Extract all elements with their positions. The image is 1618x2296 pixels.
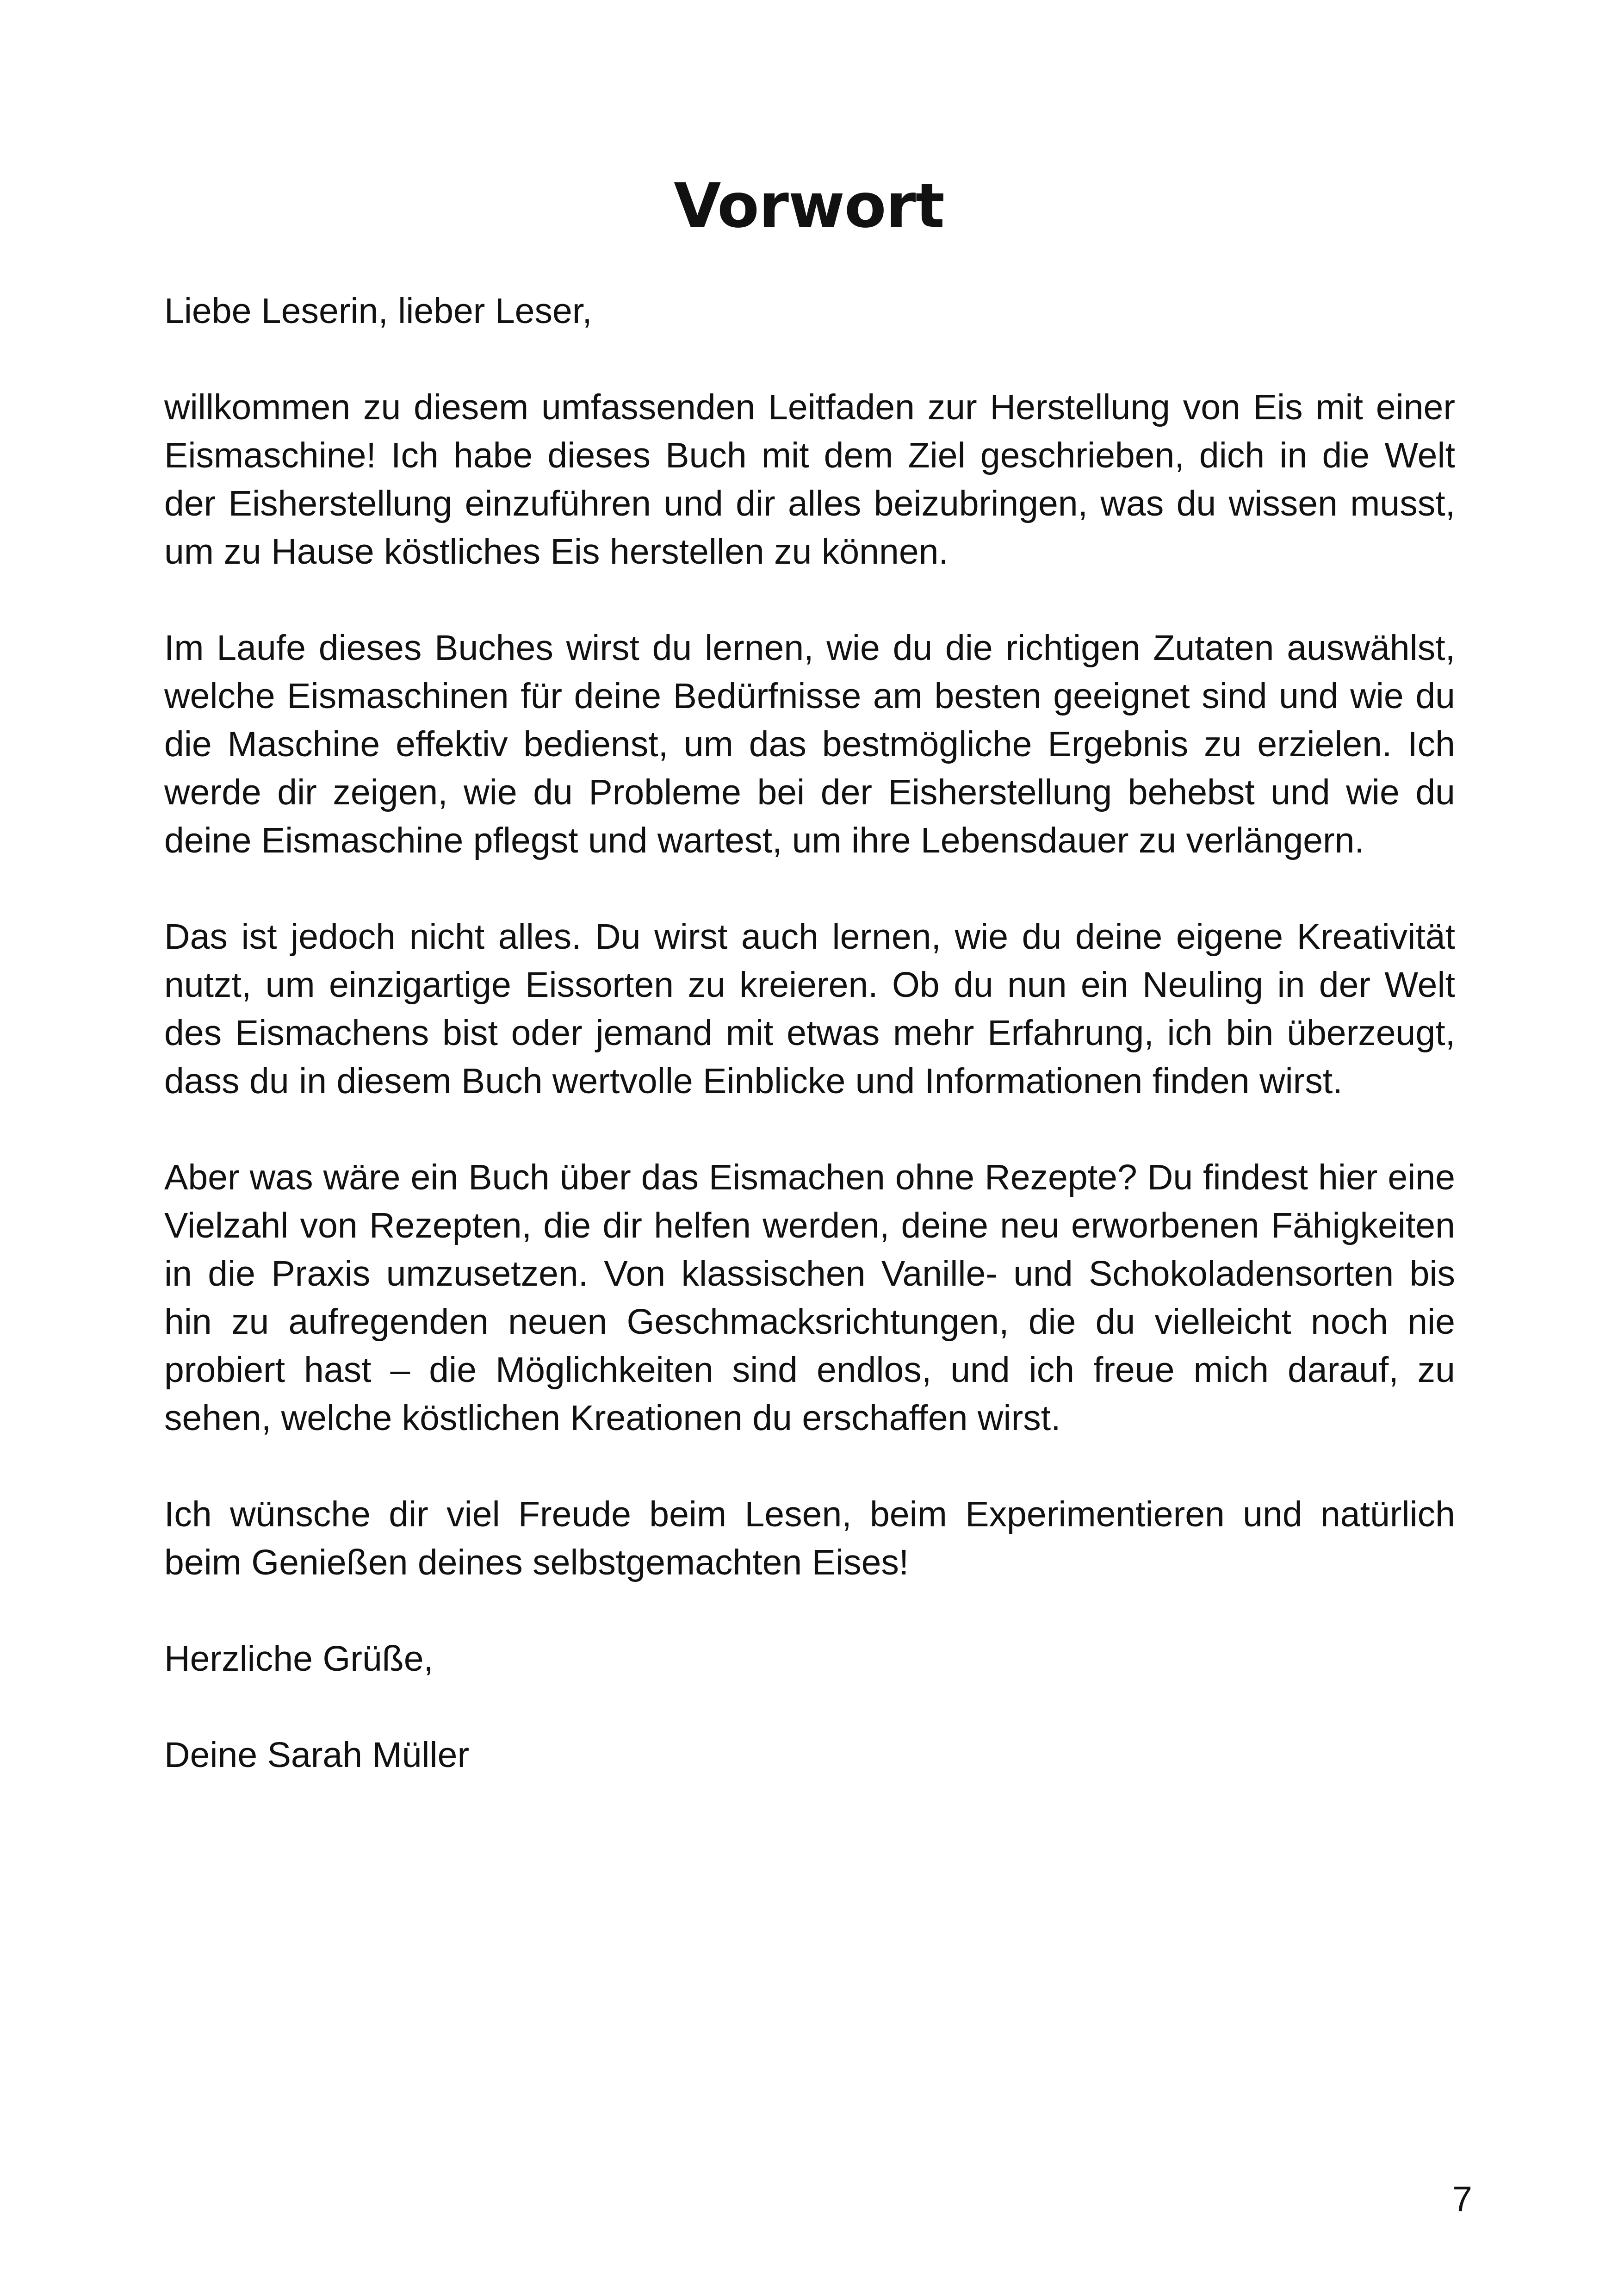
signature: Deine Sarah Müller [164, 1735, 470, 1775]
paragraph-4: Aber was wäre ein Buch über das Eismachen ohne Rezepte? Du findest hier eine Vielzahl von Rezepten, die dir helfen werden, deine neu erworbenen Fähigkeiten in die Praxis umzusetzen. Von klassischen Vanille- und Schokoladensorten bis hin zu aufregenden neuen Geschmacksrichtungen, die du vielleicht noch nie probiert hast – die Möglichkeiten sind endlos, und ich freue mich darauf, zu sehen, welche köstlichen Kreationen du erschaffen wirst. [164, 1157, 1455, 1438]
body-text [164, 287, 1455, 1827]
paragraph-1: willkommen zu diesem umfassenden Leitfaden zur Herstellung von Eis mit einer Eismaschine! Ich habe dieses Buch mit dem Ziel geschrieben, dich in die Welt der Eisherstellung einzuführen und dir alles beizubringen, was du wissen musst, um zu Hause köstliches Eis herstellen zu können. [164, 387, 1455, 572]
page-number: 7 [1452, 2179, 1472, 2219]
paragraph-3: Das ist jedoch nicht alles. Du wirst auch lernen, wie du deine eigene Kreativität nutzt, um einzigartige Eissorten zu kreieren. Ob du nun ein Neuling in der Welt des Eismachens bist oder jemand mit etwas mehr Erfahrung, ich bin überzeugt, dass du in diesem Buch wertvolle Einblicke und Informationen finden wirst. [164, 917, 1455, 1101]
page-title: Vorwort [674, 170, 944, 242]
greeting: Liebe Leserin, lieber Leser, [164, 291, 592, 331]
paragraph-2: Im Laufe dieses Buches wirst du lernen, wie du die richtigen Zutaten auswählst, welche Eismaschinen für deine Bedürfnisse am besten geeignet sind und wie du die Maschine effektiv bedienst, um das bestmögliche Ergebnis zu erzielen. Ich werde dir zeigen, wie du Probleme bei der Eisherstellung behebst und wie du deine Eismaschine pflegst und wartest, um ihre Lebensdauer zu verlängern. [164, 628, 1455, 860]
closing: Herzliche Grüße, [164, 1639, 434, 1679]
paragraph-5: Ich wünsche dir viel Freude beim Lesen, beim Experimentieren und natürlich beim Genießen deines selbstgemachten Eises! [164, 1494, 1455, 1582]
